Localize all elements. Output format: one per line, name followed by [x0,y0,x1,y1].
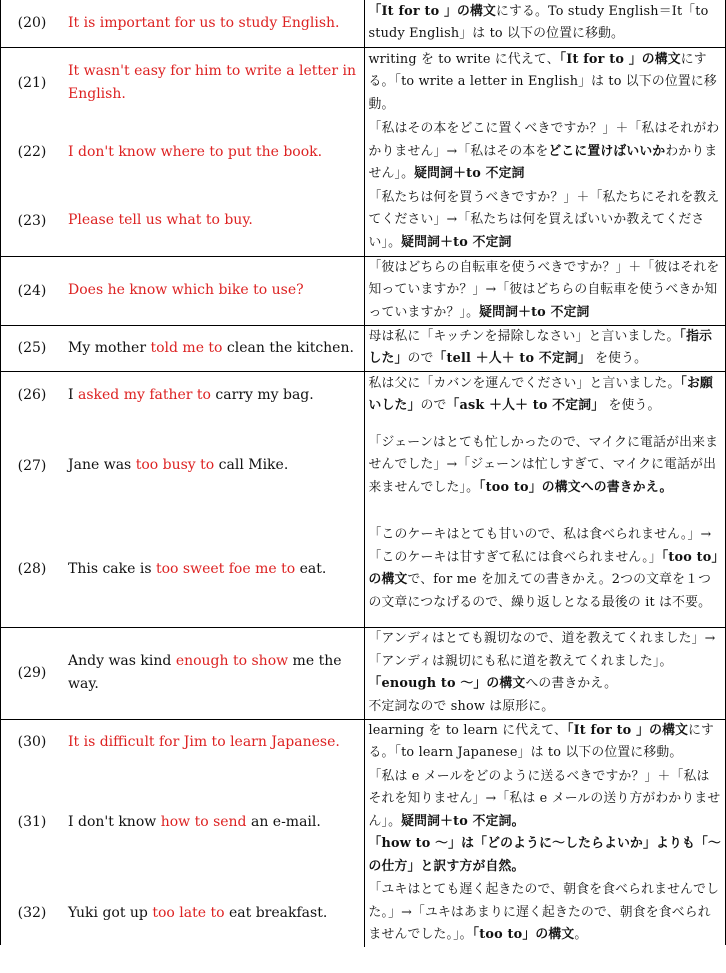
table-row [0,627,726,719]
row-number: (31) [17,814,47,831]
english-sentence [62,371,364,419]
plain-text: I [68,386,78,403]
bold-text: 「It for to 」の構文 [559,51,681,67]
plain-text: My mother [68,339,151,356]
plain-text: にする。To study English＝It「to study English」は to 以下の位置に移動。 [368,3,709,42]
red-text: It wasn't easy for him to write a letter in English. [68,62,356,102]
plain-text: で、for me を加えての書きかえ。2つの文章を１つの文章につなげるので、繰り返しとなる最後の it は不要。 [368,572,712,611]
plain-text: writing を to write に代えて、 [368,51,560,67]
row-number: (21) [0,47,62,118]
english-sentence [62,765,364,879]
row-number: (32) [17,905,47,922]
japanese-explanation [364,186,726,256]
plain-text: 「彼はどちらの自転車を使うべきですか？」＋「彼はそれを知っていますか？」→「彼はどちらの自転車を使うべきか知っていますか？」。 [368,259,720,320]
row-number: (22) [17,144,47,160]
english-sentence [62,627,364,719]
plain-text: 不定詞なので show は原形に。 [368,698,555,714]
red-text: too sweet foe me to [156,560,296,577]
plain-text: ので [420,398,447,414]
red-text: enough to show [175,653,289,670]
bold-text: 「too to」の構文 [368,549,719,588]
table-row [0,719,726,765]
plain-text: 「このケーキはとても甘いので、私は食べられません。」→「このケーキは甘すぎて私には食べられません。」 [368,527,712,565]
row-number: (24) [0,256,62,325]
plain-text: clean the kitchen. [222,339,354,356]
red-text: It is difficult for Jim to learn Japanese. [68,733,340,750]
row-number: (23) [17,212,47,229]
plain-text: Jane was [68,457,136,474]
table-row [0,47,726,118]
red-text: asked my father to [77,386,211,403]
plain-text: Andy was kind [68,653,176,670]
red-text: Please tell us what to buy. [68,212,253,229]
table-row [0,256,726,325]
plain-text: にする。「to learn Japanese」は to 以下の位置に移動。 [368,722,715,761]
red-text: too late to [152,904,225,921]
row-number: (26) [0,371,62,419]
bold-text: どこに置けばいいか [548,143,666,159]
red-text: It is important for us to study English. [68,14,340,31]
plain-text: This cake is [68,560,156,577]
japanese-explanation [364,419,726,512]
plain-text: call Mike. [214,457,289,474]
table-row [0,765,726,879]
row-number: (29) [0,627,62,719]
japanese-explanation [364,325,726,371]
english-sentence [62,47,364,118]
plain-text: 母は私に「キッチンを掃除しなさい」と言いました。 [368,328,680,344]
english-sentence [62,719,364,765]
plain-text: わかりません」。 [368,143,718,182]
japanese-explanation [364,719,726,765]
plain-text: Yuki got up [68,904,153,921]
table-row [0,0,726,47]
plain-text: eat breakfast. [224,904,328,921]
bold-text: 疑問詞＋to 不定詞 [479,304,590,320]
plain-text: ので [407,351,434,367]
bold-text: 「tell ＋人＋ to 不定詞」 [433,351,591,367]
plain-text: me the way. [68,653,342,693]
japanese-explanation [364,765,726,879]
english-sentence [62,419,364,512]
japanese-explanation [364,47,726,118]
plain-text: への書きかえ。 [525,676,618,692]
bold-text: 疑問詞＋to 不定詞。 [401,813,525,829]
bold-text: 「how to 〜」は「どのように〜したらよいか」よりも「〜の仕方」と訳す方が自然。 [368,836,722,875]
plain-text: 「ジェーンはとても忙しかったので、マイクに電話が出来ませんでした」→「ジェーンは忙しすぎて、マイクに電話が出来ませんでした」。 [368,434,719,495]
row-number: (20) [17,15,47,32]
japanese-explanation [364,0,726,47]
row-number: (30) [0,719,62,765]
japanese-explanation [364,371,726,419]
table-row [0,186,726,256]
plain-text: I don't know [68,813,161,830]
plain-text: 。 [574,927,588,943]
bold-text: 「指示した」 [368,328,713,367]
row-number: (27) [17,457,47,474]
english-sentence [62,325,364,371]
red-text: too busy to [135,457,215,474]
plain-text: にする。「to write a letter in English」は to 以下の位置に移動。 [368,51,717,113]
plain-text: eat. [295,560,327,577]
table-row [0,118,726,186]
plain-text: を使う。 [604,398,661,414]
english-sentence [62,512,364,627]
english-sentence [62,118,364,186]
english-sentence [62,186,364,256]
red-text: Does he know which bike to use? [68,282,304,298]
row-number: (28) [17,561,47,578]
table-left-border [0,0,1,945]
bold-text: 「お願いした」 [368,375,714,414]
japanese-explanation [364,512,726,627]
row-number: (25) [0,325,62,371]
bold-text: 「too to」の構文への書きかえ。 [479,479,673,495]
plain-text: を使う。 [590,351,648,367]
japanese-explanation [364,627,726,719]
plain-text: 「ユキはとても遅く起きたので、朝食を食べられませんでした。」→「ユキはあまりに遅く起きたので、朝食を食べられませんでした。」。 [368,882,720,943]
bold-text: 疑問詞＋to 不定詞 [414,166,525,182]
bold-text: 「too to」の構文 [472,927,575,943]
table-row [0,879,726,947]
bold-text: 「enough to 〜」の構文 [368,676,526,692]
japanese-explanation [364,118,726,186]
plain-text: 「私たちは何を買うべきですか？」＋「私たちにそれを教えてください」→「私たちは何を買えばいいか教えてください」。 [368,189,720,251]
english-sentence [62,879,364,947]
japanese-explanation [364,256,726,325]
japanese-explanation [364,879,726,947]
plain-text: 「私はその本をどこに置くべきですか？」＋「私はそれがわかりません」→「私はその本を [368,121,720,159]
plain-text: 私は父に「カバンを運んでください」と言いました。 [368,375,681,391]
plain-text: carry my bag. [210,386,314,403]
table-row [0,512,726,627]
red-text: how to send [160,813,247,830]
bold-text: 疑問詞＋to 不定詞 [401,235,512,251]
plain-text: 「アンディはとても親切なので、道を教えてくれました」→「アンディは親切にも私に道を教えてくれました」。 [368,631,716,669]
red-text: I don't know where to put the book. [68,143,323,160]
table-row [0,325,726,371]
bold-text: 「ask ＋人＋ to 不定詞」 [446,398,605,414]
bold-text: 「It for to 」の構文 [368,3,496,19]
red-text: told me to [150,339,223,356]
table-row [0,371,726,419]
english-sentence [62,0,364,47]
table-row [0,419,726,512]
english-sentence [62,256,364,325]
bold-text: 「It for to 」の構文 [566,722,689,738]
plain-text: an e-mail. [246,813,321,830]
plain-text: learning を to learn に代えて、 [368,722,567,738]
plain-text: 「私は e メールをどのように送るべきですか？」＋「私はそれを知りません」→「私は e メールの送り方がわかりません」。 [368,768,721,829]
